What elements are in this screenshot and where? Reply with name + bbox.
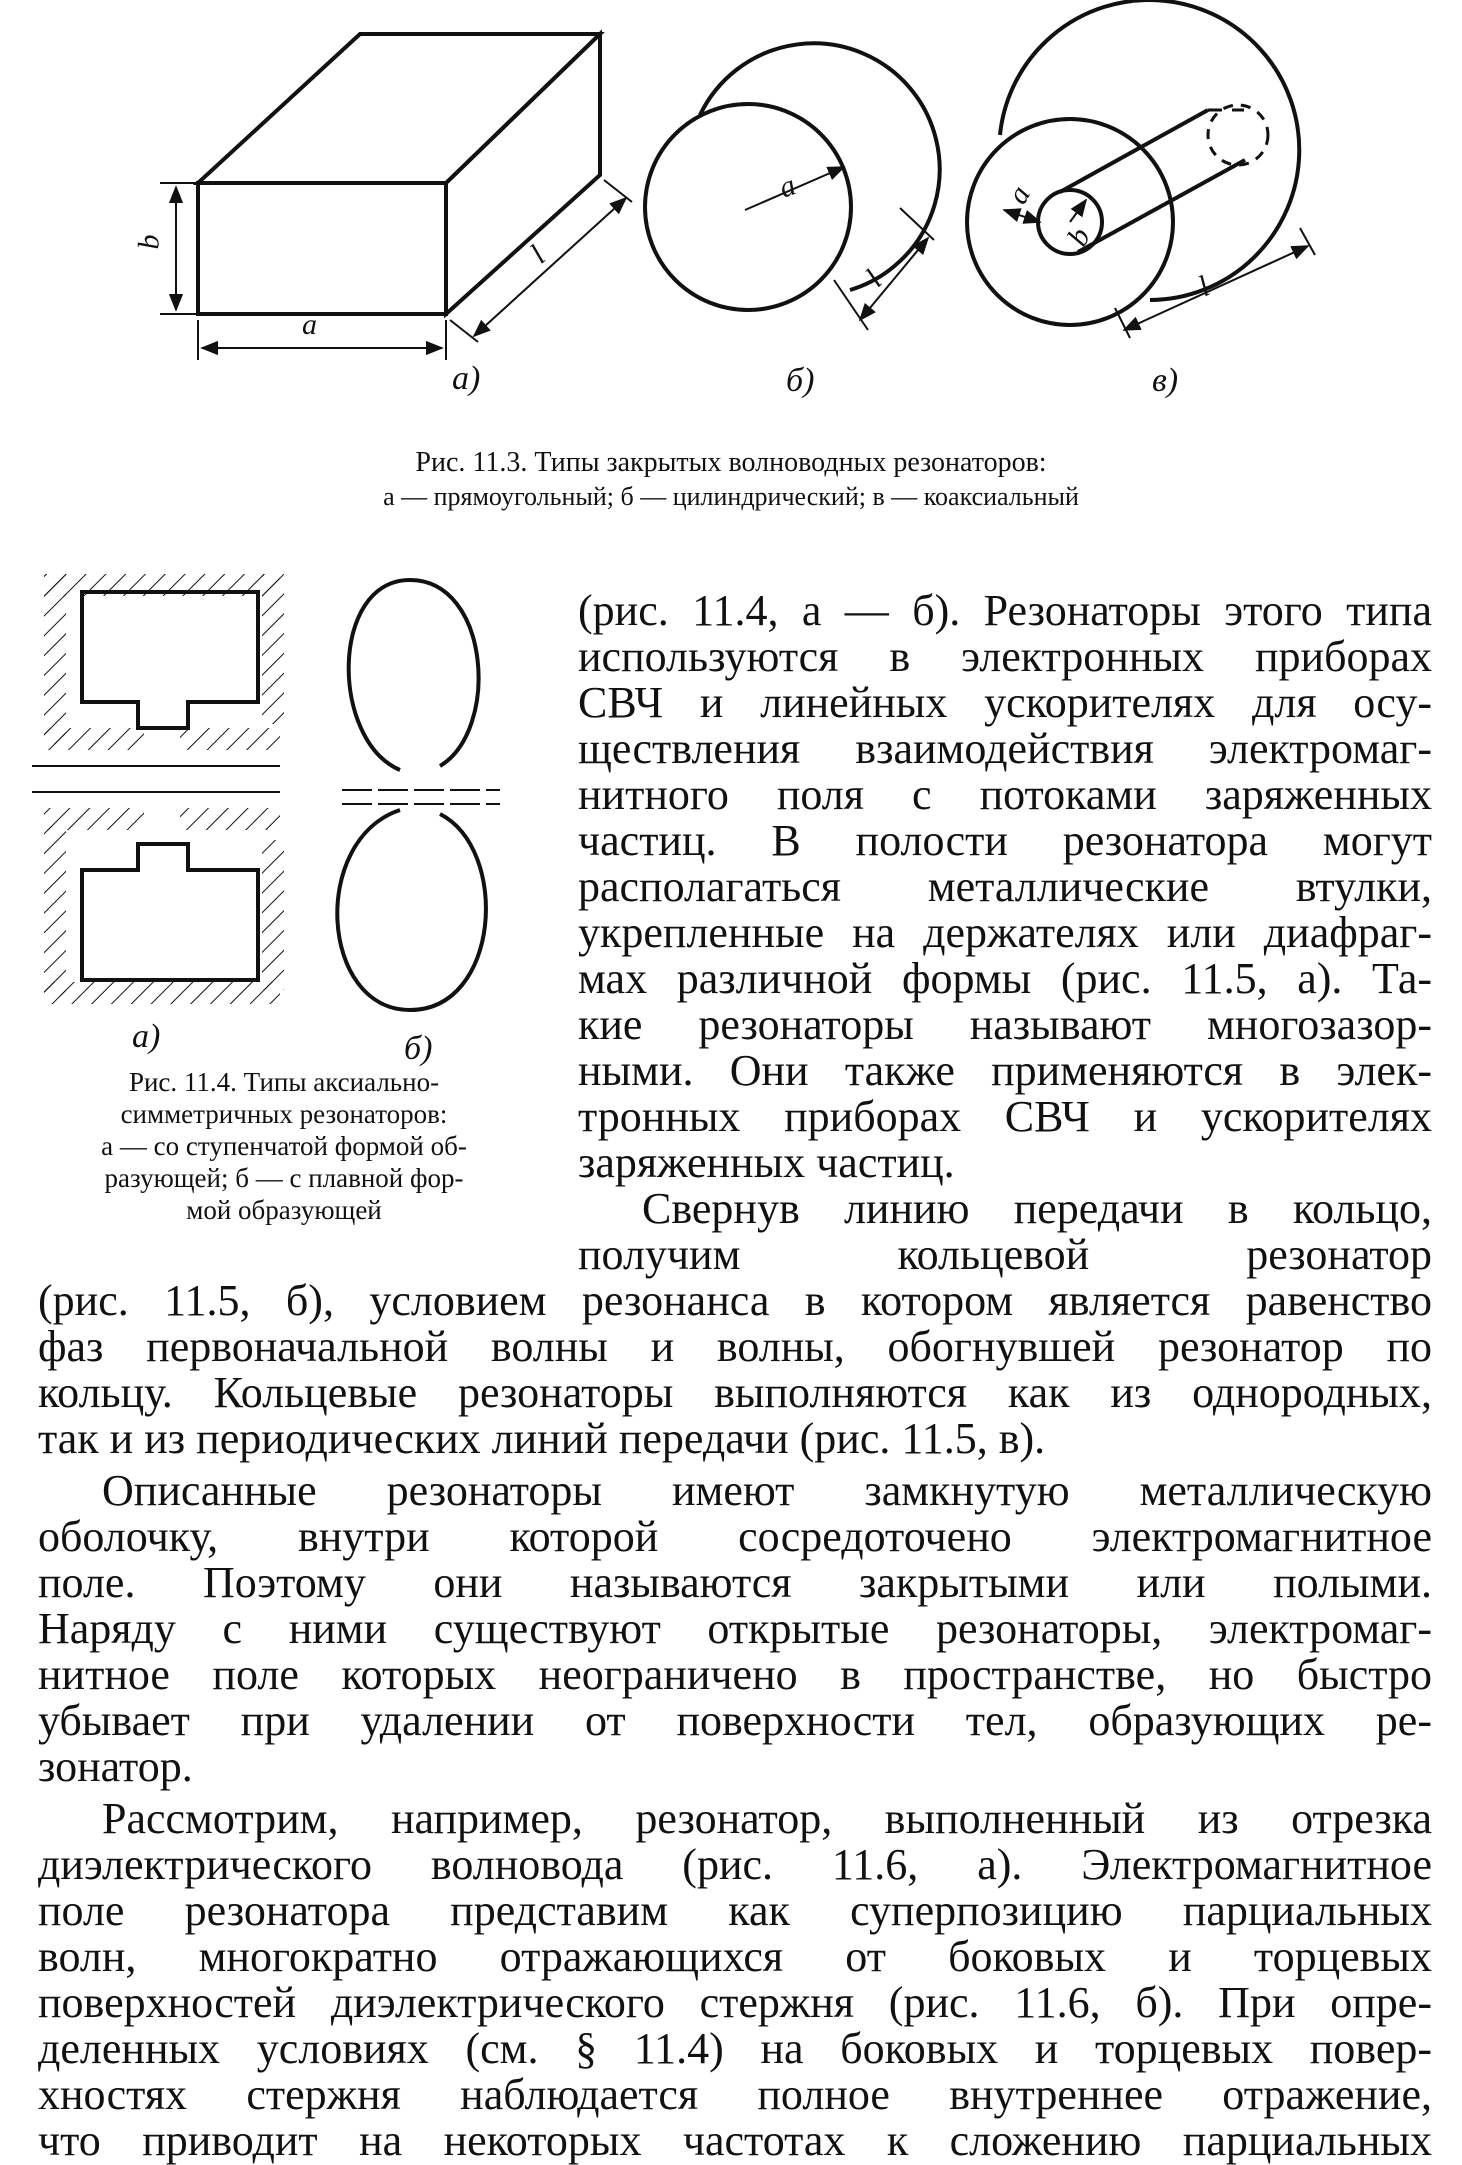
text-line: заряженных частиц. [578,1138,955,1187]
text-line: убывает при удалении от поверхности тел, образующих ре- [38,1696,1432,1745]
text-line: нитного поля с потоками заряженных [578,770,1432,819]
smooth-resonator-drawing [337,580,500,1010]
text-line: Свернув линию передачи в кольцо, [642,1184,1432,1233]
coax-dim-a: a [1001,180,1038,210]
fig11-4-caption [34,1066,534,1226]
fig11-4-caption-line: симметричных резонаторов: [120,1099,448,1129]
cyl-dim-a: a [774,168,801,205]
fig11-4-label-b: б) [404,1030,433,1067]
text-line: мах различной формы (рис. 11.5, а). Та- [578,954,1432,1003]
stepped-resonator-drawing [32,574,284,1004]
text-line: располагаться металлические втулки, [578,862,1432,911]
text-line: укрепленные на держателях или диафраг- [578,908,1432,957]
text-line: используются в электронных приборах [578,632,1432,681]
fig11-4-caption-line: мой образующей [186,1195,382,1225]
text-line: волн, многократно отражающихся от боковых и торцевых [38,1932,1432,1981]
fig11-3-caption [150,446,1312,514]
rect-dim-a: a [302,308,317,341]
text-line: оболочку, внутри которой сосредоточено электромагнитное [38,1512,1432,1561]
text-line: поверхностей диэлектрического стержня (рис. 11.6, б). При опре- [38,1978,1432,2027]
figure-11-4 [30,570,590,1090]
text-line: нитное поле которых неограничено в пространстве, но быстро [38,1650,1432,1699]
text-line: кие резонаторы называют многозазор- [578,1000,1432,1049]
text-line: ществления взаимодействия электромаг- [578,724,1432,773]
full-text [38,1278,1432,2164]
rectangular-resonator-drawing [160,34,632,360]
coax-dim-b: b [1061,222,1098,252]
text-line: получим кольцевой резонатор [578,1230,1432,1279]
text-line: тронных приборах СВЧ и ускорителях [578,1092,1432,1141]
column-text [578,588,1432,1278]
text-line: деленных условиях (см. § 11.4) на боковых и торцевых повер- [38,2024,1432,2073]
coax-dim-l: l [1193,269,1215,304]
fig11-4-label-a: а) [132,1018,161,1055]
text-line: (рис. 11.5, б), условием резонанса в котором является равенство [38,1276,1432,1325]
fig11-3-label-a: а) [452,360,481,397]
text-line: зонатор. [38,1742,193,1791]
text-line: поле. Поэтому они называются закрытыми или полыми. [38,1558,1432,1607]
text-line: ными. Они также применяются в элек- [578,1046,1432,1095]
fig11-4-caption-line: а — со ступенчатой формой об- [101,1131,467,1161]
fig11-3-label-c: в) [1152,362,1179,399]
coaxial-resonator-drawing [967,0,1315,338]
fig11-3-caption-line1: Рис. 11.3. Типы закрытых волноводных резонаторов: [415,447,1047,478]
text-line: диэлектрического волновода (рис. 11.6, а). Электромагнитное [38,1840,1432,1889]
figure-11-3 [0,0,1462,420]
text-line: кольцу. Кольцевые резонаторы выполняются как из однородных, [38,1368,1432,1417]
rect-dim-b: b [132,234,166,250]
text-line: СВЧ и линейных ускорителях для осу- [578,678,1432,727]
fig11-3-caption-line2: а — прямоугольный; б — цилиндрический; в — коаксиальный [383,482,1079,511]
text-line: Наряду с ними существуют открытые резонаторы, электромаг- [38,1604,1432,1653]
fig11-3-label-b: б) [786,362,815,399]
text-line: частиц. В полости резонатора могут [578,816,1432,865]
fig11-4-caption-line: Рис. 11.4. Типы аксиально- [128,1067,440,1097]
text-line: хностях стержня наблюдается полное внутреннее отражение, [38,2070,1432,2119]
cyl-dim-l: l [859,264,889,294]
text-line: поле резонатора представим как суперпозицию парциальных [38,1886,1432,1935]
text-line: что приводит на некоторых частотах к сложению парциальных [38,2116,1432,2165]
text-line: (рис. 11.4, а — б). Резонаторы этого типа [578,586,1432,635]
rect-dim-l: l [524,239,552,270]
text-line: Описанные резонаторы имеют замкнутую металлическую [102,1466,1432,1515]
fig11-4-caption-line: разующей; б — с плавной фор- [104,1163,464,1193]
text-line: фаз первоначальной волны и волны, обогнувшей резонатор по [38,1322,1432,1371]
text-line: Рассмотрим, например, резонатор, выполненный из отрезка [102,1794,1432,1843]
text-line: так и из периодических линий передачи (рис. 11.5, в). [38,1414,1046,1463]
